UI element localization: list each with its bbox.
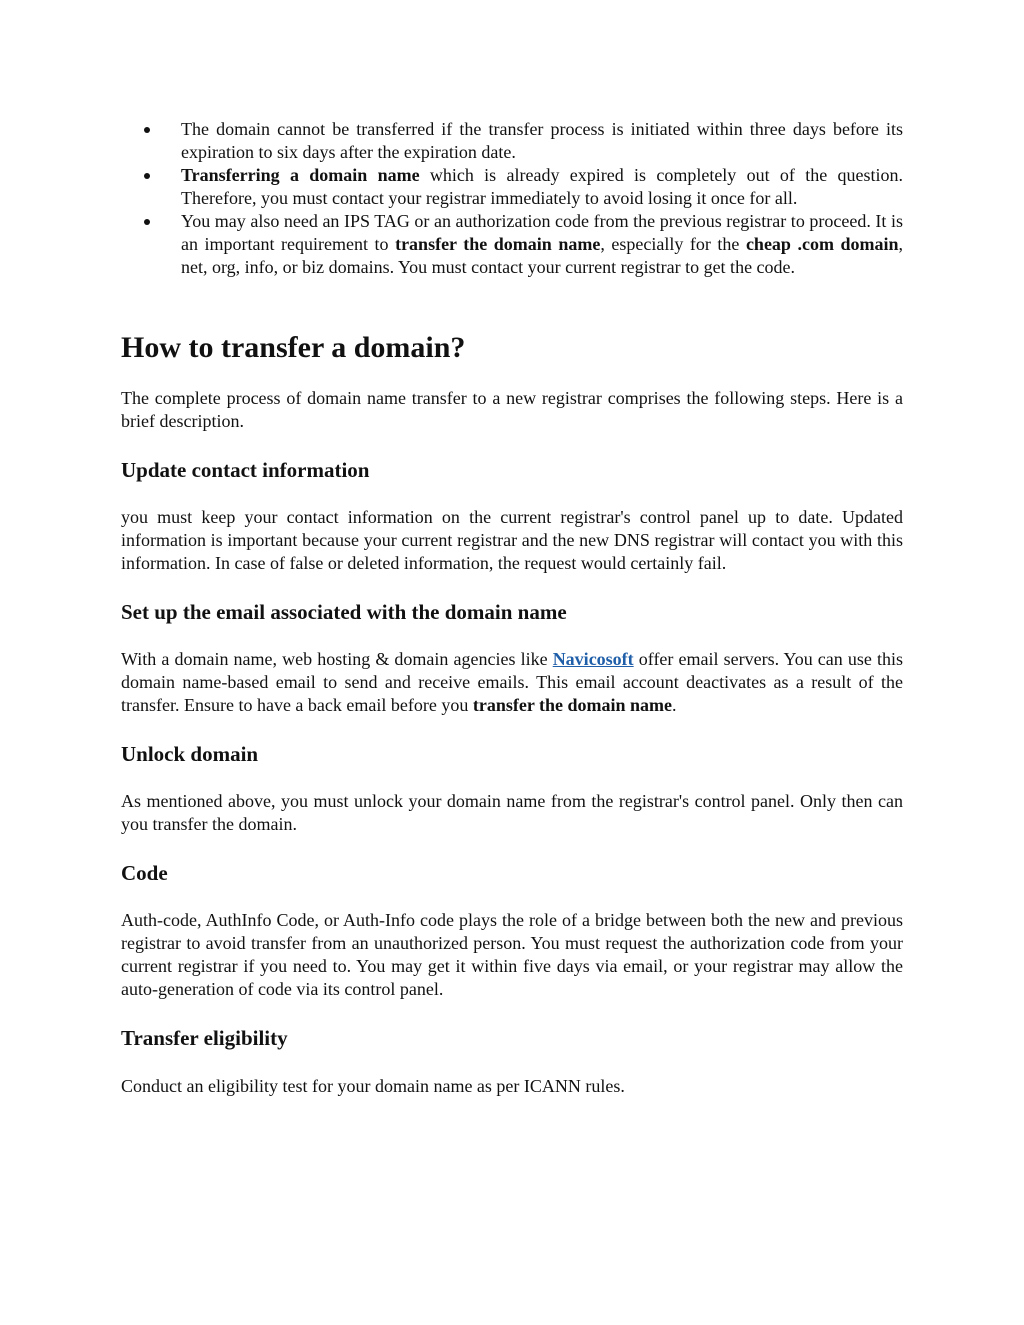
bullet-text-part: You may also need an IPS TAG or an authorization code from the previous registrar to proceed. It is an important requirement to: [181, 211, 903, 254]
section-code: [121, 860, 903, 886]
section-paragraph: Conduct an eligibility test for your domain name as per ICANN rules.: [121, 1076, 625, 1096]
section-email-setup-body: [121, 648, 903, 717]
bullet-icon: [144, 219, 150, 225]
list-item: [121, 164, 903, 210]
section-unlock-domain-body: [121, 790, 903, 836]
bullet-list-container: [121, 118, 903, 279]
paragraph-text: offer email servers. You can use this domain name-based email to send and receive emails. This email account deactivates as a result of the transfer. Ensure to have a back email before you: [121, 649, 903, 715]
section-heading: Code: [121, 861, 168, 885]
bullet-text-part: , net, org, info, or biz domains. You must contact your current registrar to get the code.: [181, 234, 904, 277]
page-title: How to transfer a domain?: [121, 331, 466, 364]
bullet-text: which is already expired is completely out of the question. Therefore, you must contact your registrar immediately to avoid losing it once for all.: [181, 165, 903, 208]
paragraph-bold-phrase: transfer the domain name: [472, 695, 673, 715]
bullet-text: The domain cannot be transferred if the transfer process is initiated within three days before its expiration to six days after the expiration date.: [181, 119, 903, 162]
intro-paragraph: The complete process of domain name transfer to a new registrar comprises the following steps. Here is a brief description.: [121, 388, 903, 431]
intro-container: [121, 387, 903, 433]
section-update-contact: [121, 457, 903, 483]
requirements-list: [121, 118, 903, 279]
section-update-contact-body: [121, 506, 903, 575]
main-heading-container: [121, 331, 903, 365]
bullet-bold-phrase: cheap .com domain: [745, 234, 899, 254]
paragraph-text: With a domain name, web hosting & domain agencies like: [121, 649, 553, 669]
section-email-setup: [121, 599, 903, 625]
list-item: [121, 210, 903, 279]
section-heading: Set up the email associated with the domain name: [121, 600, 567, 624]
navicosoft-link[interactable]: Navicosoft: [552, 649, 634, 669]
section-heading: Unlock domain: [121, 742, 259, 766]
section-paragraph: As mentioned above, you must unlock your domain name from the registrar's control panel. Only then can you transfer the domain.: [121, 791, 903, 834]
section-heading: Transfer eligibility: [121, 1026, 288, 1050]
section-transfer-eligibility-body: [121, 1075, 903, 1098]
bullet-icon: [144, 127, 150, 133]
section-paragraph: [121, 648, 903, 717]
bullet-text-part: , especially for the: [600, 234, 746, 254]
section-transfer-eligibility: [121, 1025, 903, 1051]
section-unlock-domain: [121, 741, 903, 767]
bullet-icon: [144, 173, 150, 179]
section-code-body: [121, 909, 903, 1001]
bullet-bold-lead: Transferring a domain name: [181, 165, 420, 185]
bullet-bold-phrase: transfer the domain name: [395, 234, 601, 254]
section-heading: Update contact information: [121, 458, 370, 482]
list-item: [121, 118, 903, 164]
section-paragraph: Auth-code, AuthInfo Code, or Auth-Info code plays the role of a bridge between both the new and previous registrar to avoid transfer from an unauthorized person. You must request the authorization code from your current registrar if you need to. You may get it within five days via email, or your registrar may allow the auto-generation of code via its control panel.: [121, 910, 903, 999]
section-paragraph: you must keep your contact information on the current registrar's control panel up to date. Updated information is important because your current registrar and the new DNS registrar will contact you with this information. In case of false or deleted information, the request would certainly fail.: [121, 507, 903, 573]
paragraph-text: .: [672, 695, 677, 715]
